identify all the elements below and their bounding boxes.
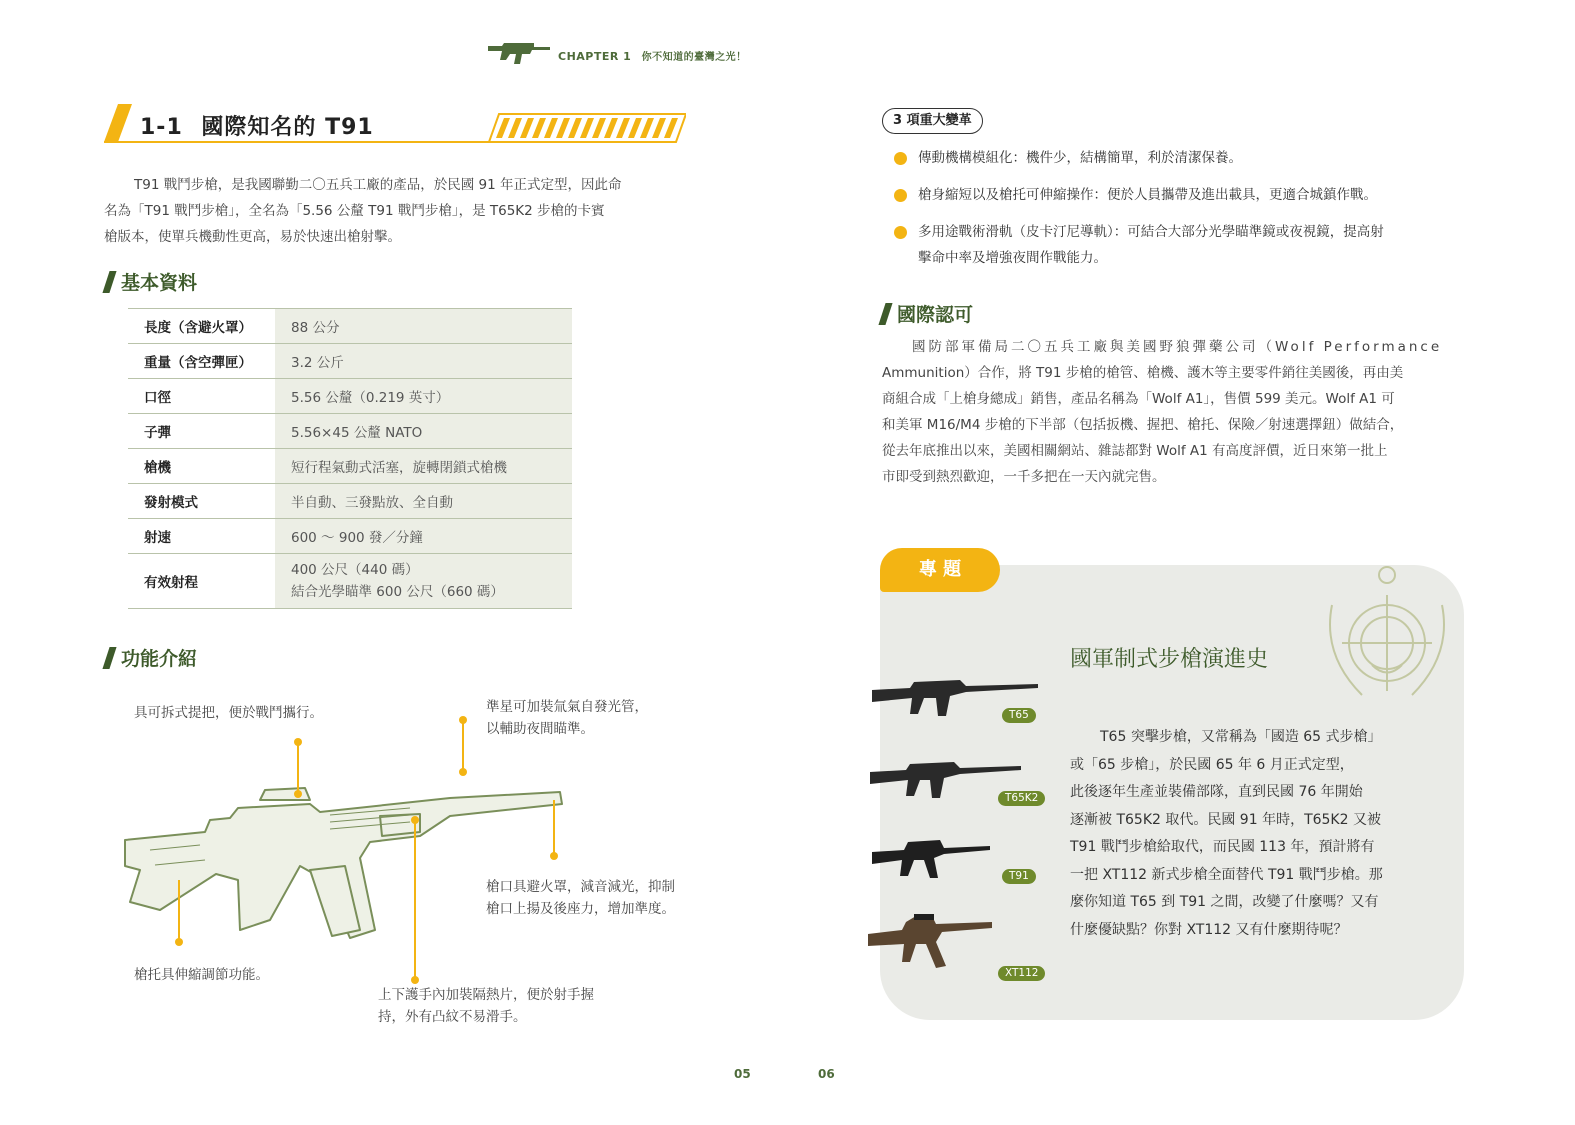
basic-info-heading-text: 基本資料 xyxy=(121,272,198,294)
list-item-text: 多用途戰術滑軌（皮卡汀尼導軌）：可結合大部分光學瞄準鏡或夜視鏡，提高射 xyxy=(918,224,1384,240)
recognition-line-6: 市即受到熱烈歡迎，一千多把在一天內就完售。 xyxy=(882,469,1166,485)
recognition-line-3: 商組合成「上槍身總成」銷售，產品名稱為「Wolf A1」，售價 599 美元。Wolf A1 可 xyxy=(882,391,1395,407)
heading-slash xyxy=(102,271,116,293)
topic-line-1: T65 突擊步槍，又常稱為「國造 65 式步槍」 xyxy=(1100,729,1382,745)
basic-info-heading xyxy=(106,268,197,295)
topic-tag-text: 專 題 xyxy=(918,559,962,580)
topic-tag xyxy=(880,548,1000,592)
spec-value: 半自動、三發點放、全自動 xyxy=(275,484,572,519)
topic-title: 國軍制式步槍演進史 xyxy=(1070,647,1269,672)
annotation-muzzle-line-1: 槍口具避火罩，減音減光，抑制 xyxy=(486,879,675,895)
spec-key: 射速 xyxy=(128,519,275,554)
chapter-title: 你不知道的臺灣之光！ xyxy=(641,52,747,63)
section-title-text: 國際知名的 T91 xyxy=(201,115,374,140)
table-row xyxy=(128,309,572,344)
spec-key: 發射模式 xyxy=(128,484,275,519)
annotation-handguard-line-2: 持，外有凸紋不易滑手。 xyxy=(378,1009,527,1025)
section-title xyxy=(140,110,374,141)
annotation-handle: 具可拆式提把，便於戰鬥攜行。 xyxy=(134,705,323,721)
changes-list xyxy=(890,145,1470,271)
spec-value: 5.56×45 公釐 NATO xyxy=(275,414,572,449)
spec-value: 5.56 公釐（0.219 英寸） xyxy=(275,379,572,414)
spec-value-line-1: 400 公尺（440 碼） xyxy=(291,562,419,578)
rifle-t91-icon xyxy=(870,838,992,886)
rifle-xt112-icon xyxy=(866,912,994,978)
annotation-sight xyxy=(486,696,648,740)
callout-line-stock xyxy=(178,880,180,942)
callout-line-muzzle xyxy=(553,800,555,856)
callout-line-handle xyxy=(297,742,299,794)
annotation-muzzle-line-2: 槍口上揚及後座力，增加準度。 xyxy=(486,901,675,917)
spec-key: 有效射程 xyxy=(128,554,275,609)
changes-label: 3 項重大變革 xyxy=(882,108,983,134)
callout-dot xyxy=(459,716,467,724)
list-item xyxy=(890,219,1470,271)
spec-value: 88 公分 xyxy=(275,309,572,344)
spec-value: 3.2 公斤 xyxy=(275,344,572,379)
t91-rifle-illustration xyxy=(120,770,570,964)
intro-line-1: T91 戰鬥步槍，是我國聯勤二〇五兵工廠的產品，於民國 91 年正式定型，因此命 xyxy=(134,177,622,193)
callout-dot xyxy=(294,790,302,798)
callout-line-sight xyxy=(462,720,464,772)
recognition-line-1: 國防部軍備局二〇五兵工廠與美國野狼彈藥公司（Wolf Performance xyxy=(912,339,1443,355)
topic-line-5: T91 戰鬥步槍給取代，而民國 113 年，預計將有 xyxy=(1070,839,1375,855)
spec-key: 重量（含空彈匣） xyxy=(128,344,275,379)
annotation-sight-line-1: 準星可加裝氚氣自發光管， xyxy=(486,699,648,715)
intro-line-2: 名為「T91 戰鬥步槍」，全名為「5.56 公釐 T91 戰鬥步槍」，是 T65K2 步槍的卡賓 xyxy=(104,203,605,219)
gun-badge: T65 xyxy=(1002,708,1036,723)
topic-line-2: 或「65 步槍」，於民國 65 年 6 月正式定型， xyxy=(1070,756,1354,773)
chapter-rifle-icon xyxy=(486,40,552,72)
annotation-muzzle xyxy=(486,876,675,920)
table-row xyxy=(128,379,572,414)
table-row xyxy=(128,414,572,449)
gun-badge: T91 xyxy=(1002,869,1036,884)
table-row xyxy=(128,519,572,554)
table-row xyxy=(128,344,572,379)
spec-value: 短行程氣動式活塞，旋轉閉鎖式槍機 xyxy=(275,449,572,484)
spec-value: 600 ～ 900 發／分鐘 xyxy=(275,519,572,554)
topic-line-7: 麼你知道 T65 到 T91 之間，改變了什麼嗎？又有 xyxy=(1070,894,1379,910)
spec-value-line-2: 結合光學瞄準 600 公尺（660 碼） xyxy=(291,584,504,600)
gun-badge: XT112 xyxy=(998,966,1045,981)
topic-line-6: 一把 XT112 新式步槍全面替代 T91 戰鬥步槍。那 xyxy=(1070,866,1383,883)
intro-line-3: 槍版本，使單兵機動性更高，易於快速出槍射擊。 xyxy=(104,229,401,245)
chapter-header xyxy=(558,48,747,63)
section-number: 1-1 xyxy=(140,115,183,140)
callout-line-handguard xyxy=(414,820,416,980)
annotation-handguard-line-1: 上下護手內加裝隔熱片，便於射手握 xyxy=(378,987,594,1003)
recognition-line-4: 和美軍 M16/M4 步槍的下半部（包括扳機、握把、槍托、保險／射速選擇鈕）做結合， xyxy=(882,417,1404,433)
callout-dot xyxy=(175,938,183,946)
list-item-cont: 擊命中率及增強夜間作戰能力。 xyxy=(918,250,1107,266)
recognition-line-2: Ammunition）合作，將 T91 步槍的槍管、槍機、護木等主要零件銷往美國後，再由美 xyxy=(882,365,1404,381)
spec-key: 子彈 xyxy=(128,414,275,449)
heading-slash xyxy=(878,303,892,325)
recognition-paragraph xyxy=(882,334,1464,490)
table-row xyxy=(128,449,572,484)
topic-line-8: 什麼優缺點？你對 XT112 又有什麼期待呢？ xyxy=(1070,921,1348,938)
recognition-line-5: 從去年底推出以來，美國相關網站、雜誌都對 Wolf A1 有高度評價，近日來第一批上 xyxy=(882,443,1388,459)
page-number-left: 05 xyxy=(734,1067,751,1081)
topic-body xyxy=(1070,724,1410,944)
topic-line-4: 逐漸被 T65K2 取代。民國 91 年時，T65K2 又被 xyxy=(1070,811,1381,828)
spec-key: 長度（含避火罩） xyxy=(128,309,275,344)
gun-badge: T65K2 xyxy=(998,791,1045,806)
annotation-handguard xyxy=(378,984,594,1028)
heading-slash xyxy=(102,647,116,669)
annotation-sight-line-2: 以輔助夜間瞄準。 xyxy=(486,721,594,737)
callout-dot xyxy=(411,816,419,824)
annotation-stock: 槍托具伸縮調節功能。 xyxy=(134,967,269,983)
spec-value xyxy=(275,554,572,609)
callout-dot xyxy=(550,852,558,860)
spec-table xyxy=(128,308,572,609)
table-row xyxy=(128,484,572,519)
callout-dot xyxy=(294,738,302,746)
callout-dot xyxy=(459,768,467,776)
topic-line-3: 此後逐年生產並裝備部隊，直到民國 76 年開始 xyxy=(1070,784,1363,800)
recognition-heading xyxy=(882,300,973,327)
features-heading xyxy=(106,644,197,671)
features-heading-text: 功能介紹 xyxy=(121,648,198,670)
recognition-heading-text: 國際認可 xyxy=(897,304,974,326)
intro-paragraph xyxy=(104,172,694,250)
table-row xyxy=(128,554,572,609)
callout-dot xyxy=(411,976,419,984)
chapter-label: CHAPTER 1 xyxy=(558,50,632,63)
spec-key: 槍機 xyxy=(128,449,275,484)
army-emblem-icon xyxy=(1312,565,1462,719)
page-number-right: 06 xyxy=(818,1067,835,1081)
spec-key: 口徑 xyxy=(128,379,275,414)
list-item: 槍身縮短以及槍托可伸縮操作：便於人員攜帶及進出載具，更適合城鎮作戰。 xyxy=(890,182,1470,208)
list-item: 傳動機構模組化：機件少，結構簡單，利於清潔保養。 xyxy=(890,145,1470,171)
